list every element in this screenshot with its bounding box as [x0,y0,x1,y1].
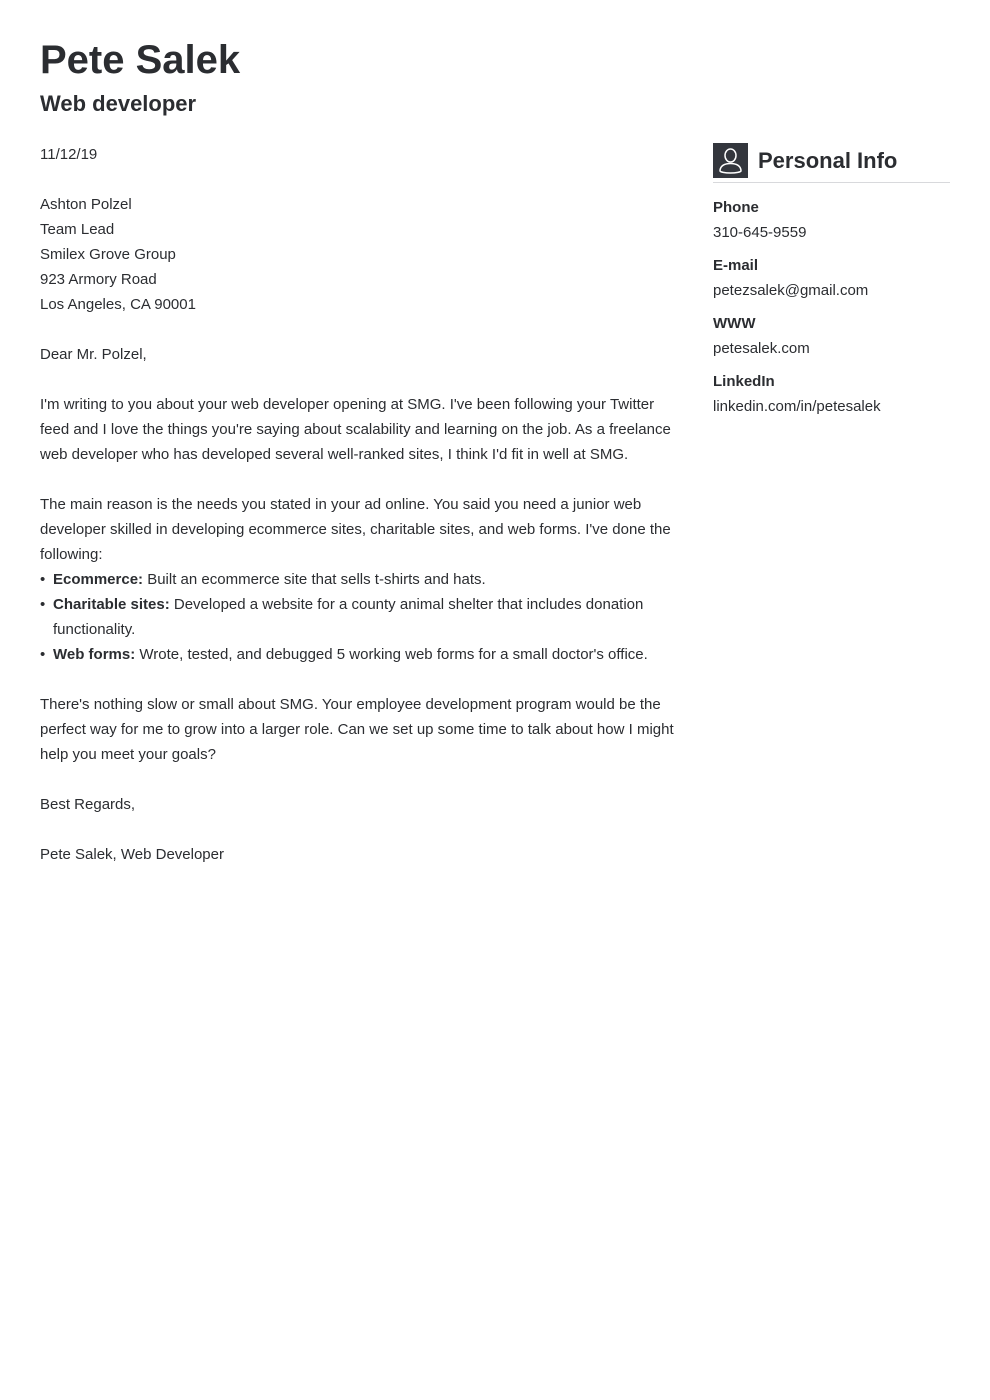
achievement-list [40,567,680,667]
achievement-text: Developed a website for a county animal shelter that includes donation functionality. [53,596,644,638]
signature: Pete Salek, Web Developer [40,846,224,863]
contact-label: WWW [713,315,756,332]
recipient-address [40,192,680,317]
contact-label: E-mail [713,257,759,274]
person-icon [713,143,748,178]
paragraph-reasons: The main reason is the needs you stated in your ad online. You said you need a junior web developer skilled in developing ecommerce sites, charitable sites, and web forms. I've done the following: [40,496,671,563]
personal-info-sidebar [713,143,950,427]
contact-email [713,253,950,303]
contact-value: 310-645-9559 [713,224,807,241]
recipient-title: Team Lead [40,221,115,238]
contact-value: petesalek.com [713,340,810,357]
recipient-company: Smilex Grove Group [40,246,176,263]
paragraph-intro: I'm writing to you about your web developer opening at SMG. I've been following your Twitter feed and I love the things you're saying about scalability and learning on the job. As a freelance web developer who has developed several well-ranked sites, I think I'd fit in well at SMG. [40,396,671,463]
achievement-label: Ecommerce: [53,571,144,588]
contact-value: linkedin.com/in/petesalek [713,398,881,415]
list-item [40,592,680,642]
sidebar-title: Personal Info [758,148,898,173]
contact-list [713,195,950,419]
recipient-city: Los Angeles, CA 90001 [40,296,196,313]
list-item [40,642,680,667]
salutation: Dear Mr. Polzel, [40,346,147,363]
achievement-label: Web forms: [53,646,136,663]
list-item [40,567,680,592]
contact-website [713,311,950,361]
recipient-name: Ashton Polzel [40,196,132,213]
recipient-street: 923 Armory Road [40,271,157,288]
sidebar-header [713,143,950,183]
achievement-text: Wrote, tested, and debugged 5 working web forms for a small doctor's office. [135,646,648,663]
contact-phone [713,195,950,245]
paragraph-closing-pitch: There's nothing slow or small about SMG. Your employee development program would be the perfect way for me to grow into a larger role. Can we set up some time to talk about how I might help you meet your goals? [40,696,674,763]
applicant-job-title: Web developer [40,91,197,116]
contact-linkedin [713,369,950,419]
closing: Best Regards, [40,796,136,813]
applicant-name: Pete Salek [40,38,241,82]
contact-label: Phone [713,199,759,216]
letter-body [40,142,680,892]
letter-date: 11/12/19 [40,146,98,163]
contact-label: LinkedIn [713,373,775,390]
contact-value: petezsalek@gmail.com [713,282,869,299]
achievement-label: Charitable sites: [53,596,170,613]
achievement-text: Built an ecommerce site that sells t-shirts and hats. [143,571,486,588]
